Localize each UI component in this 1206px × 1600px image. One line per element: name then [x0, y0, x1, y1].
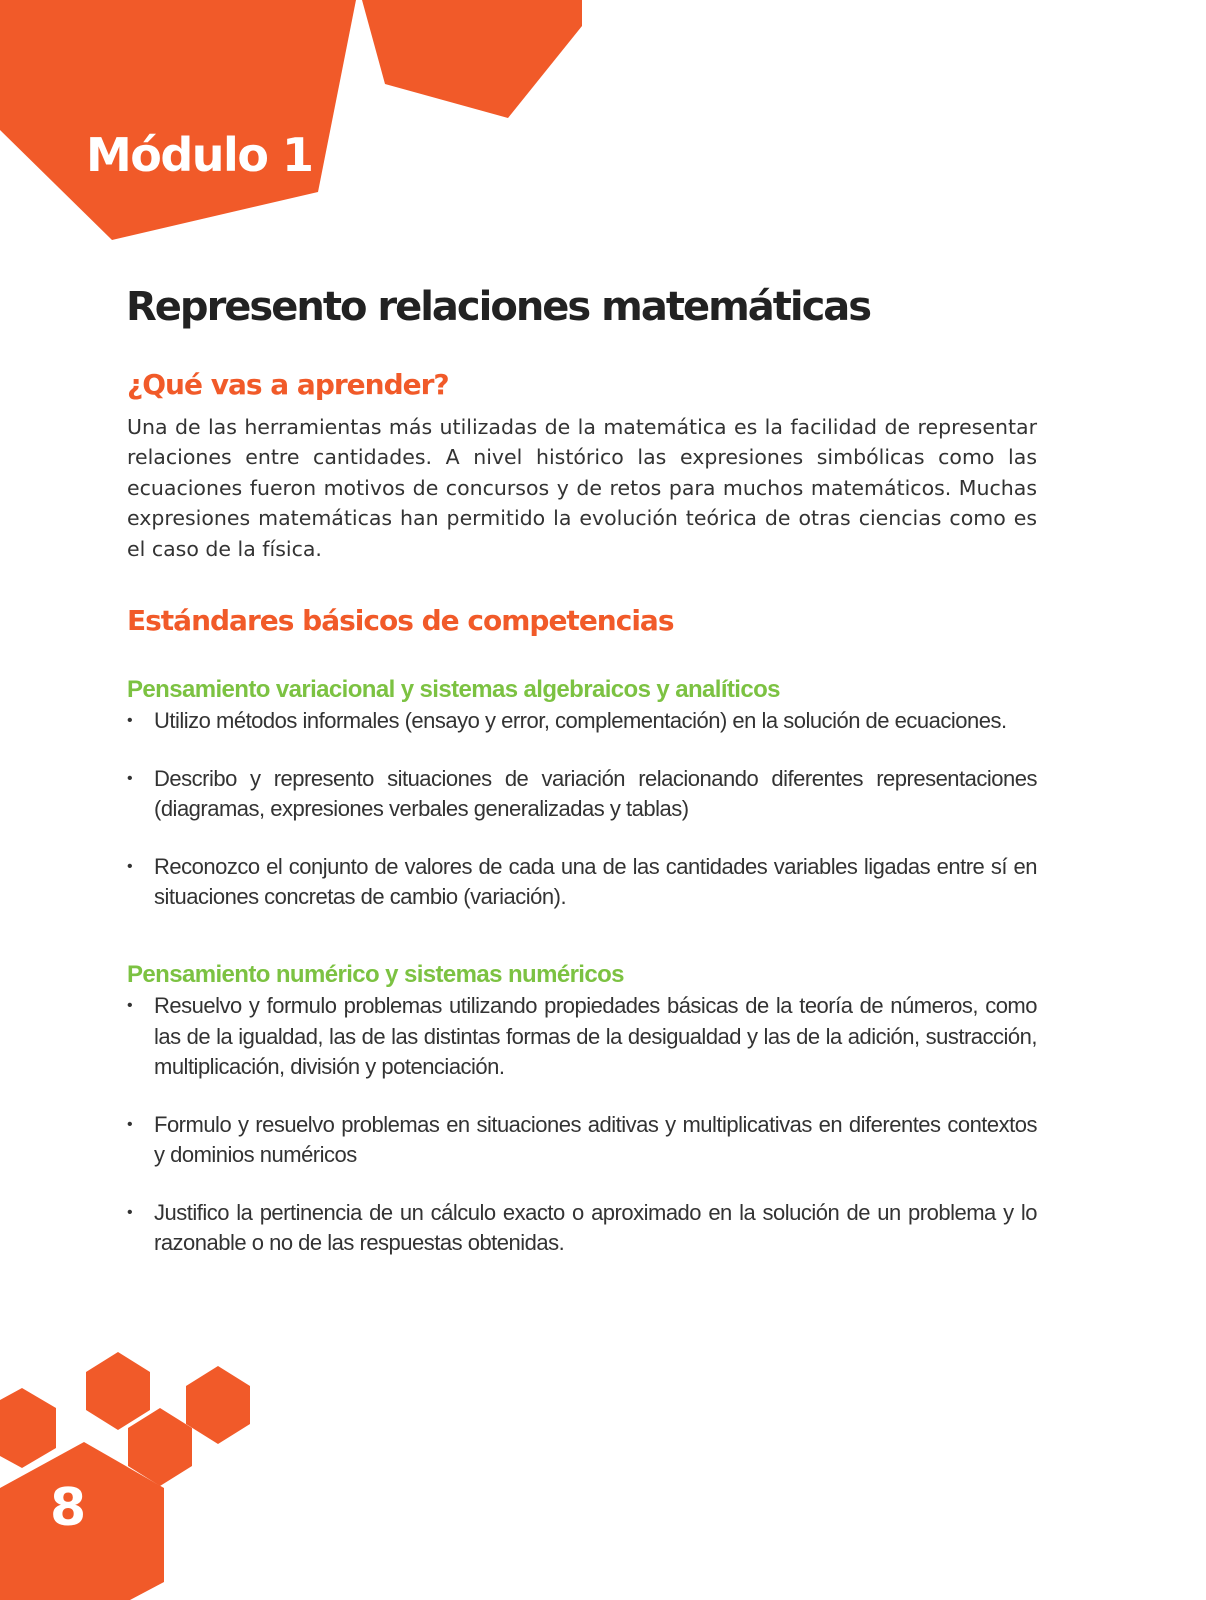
hexagon-4	[0, 1388, 56, 1468]
bullet-icon: •	[127, 769, 133, 787]
module-label: Módulo 1	[86, 128, 313, 182]
header-hexagon-shape	[362, 0, 582, 118]
list-item-text: Reconozco el conjunto de valores de cada una de las cantidades variables ligadas entre sí en situaciones concretas de cambio (variación).	[154, 853, 1037, 909]
standards-heading: Estándares básicos de competencias	[127, 604, 674, 637]
section-title-numeric: Pensamiento numérico y sistemas numéricos	[127, 961, 624, 988]
header-banner-shape	[0, 0, 356, 240]
list-item-text: Formulo y resuelvo problemas en situaciones aditivas y multiplicativas en diferentes contextos y dominios numéricos	[154, 1111, 1037, 1167]
bullet-icon: •	[127, 1203, 133, 1221]
hexagon-1	[86, 1352, 150, 1430]
bullet-icon: •	[127, 997, 133, 1014]
page-number: 8	[50, 1478, 87, 1538]
list-item-text: Describo y represento situaciones de variación relacionando diferentes representaciones (diagramas, expresiones verbales generalizadas y tablas)	[154, 765, 1037, 821]
hexagon-2	[186, 1366, 250, 1444]
bullet-icon: •	[127, 712, 133, 729]
page-title: Represento relaciones matemáticas	[126, 284, 871, 330]
list-item	[127, 1110, 1037, 1171]
learn-heading: ¿Qué vas a aprender?	[127, 368, 449, 401]
bullet-icon: •	[127, 857, 133, 875]
list-item	[127, 706, 1037, 737]
list-item	[127, 852, 1037, 913]
list-item-text: Utilizo métodos informales (ensayo y error, complementación) en la solución de ecuaciones.	[154, 708, 1007, 733]
bullet-icon: •	[127, 1115, 133, 1133]
list-item-text: Justifico la pertinencia de un cálculo exacto o aproximado en la solución de un problema y lo razonable o no de las respuestas obtenidas.	[154, 1199, 1037, 1255]
list-item	[127, 1198, 1037, 1259]
list-item-text: Resuelvo y formulo problemas utilizando propiedades básicas de la teoría de números, como las de la igualdad, las de las distintas formas de la desigualdad y las de la adición, sustracción, multiplicación, división y potenciación.	[154, 993, 1037, 1079]
list-item	[127, 764, 1037, 825]
learn-body: Una de las herramientas más utilizadas de la matemática es la facilidad de representar relaciones entre cantidades. A nivel histórico las expresiones simbólicas como las ecuaciones fueron motivos de concursos y de retos para muchos matemáticos. Muchas expresiones matemáticas han permitido la evolución teórica de otras ciencias como es el caso de la física.	[127, 415, 1037, 561]
bullet-list-variational	[127, 706, 1037, 913]
list-item	[127, 991, 1037, 1083]
section-title-variational: Pensamiento variacional y sistemas algebraicos y analíticos	[127, 676, 780, 703]
bullet-list-numeric	[127, 991, 1037, 1259]
